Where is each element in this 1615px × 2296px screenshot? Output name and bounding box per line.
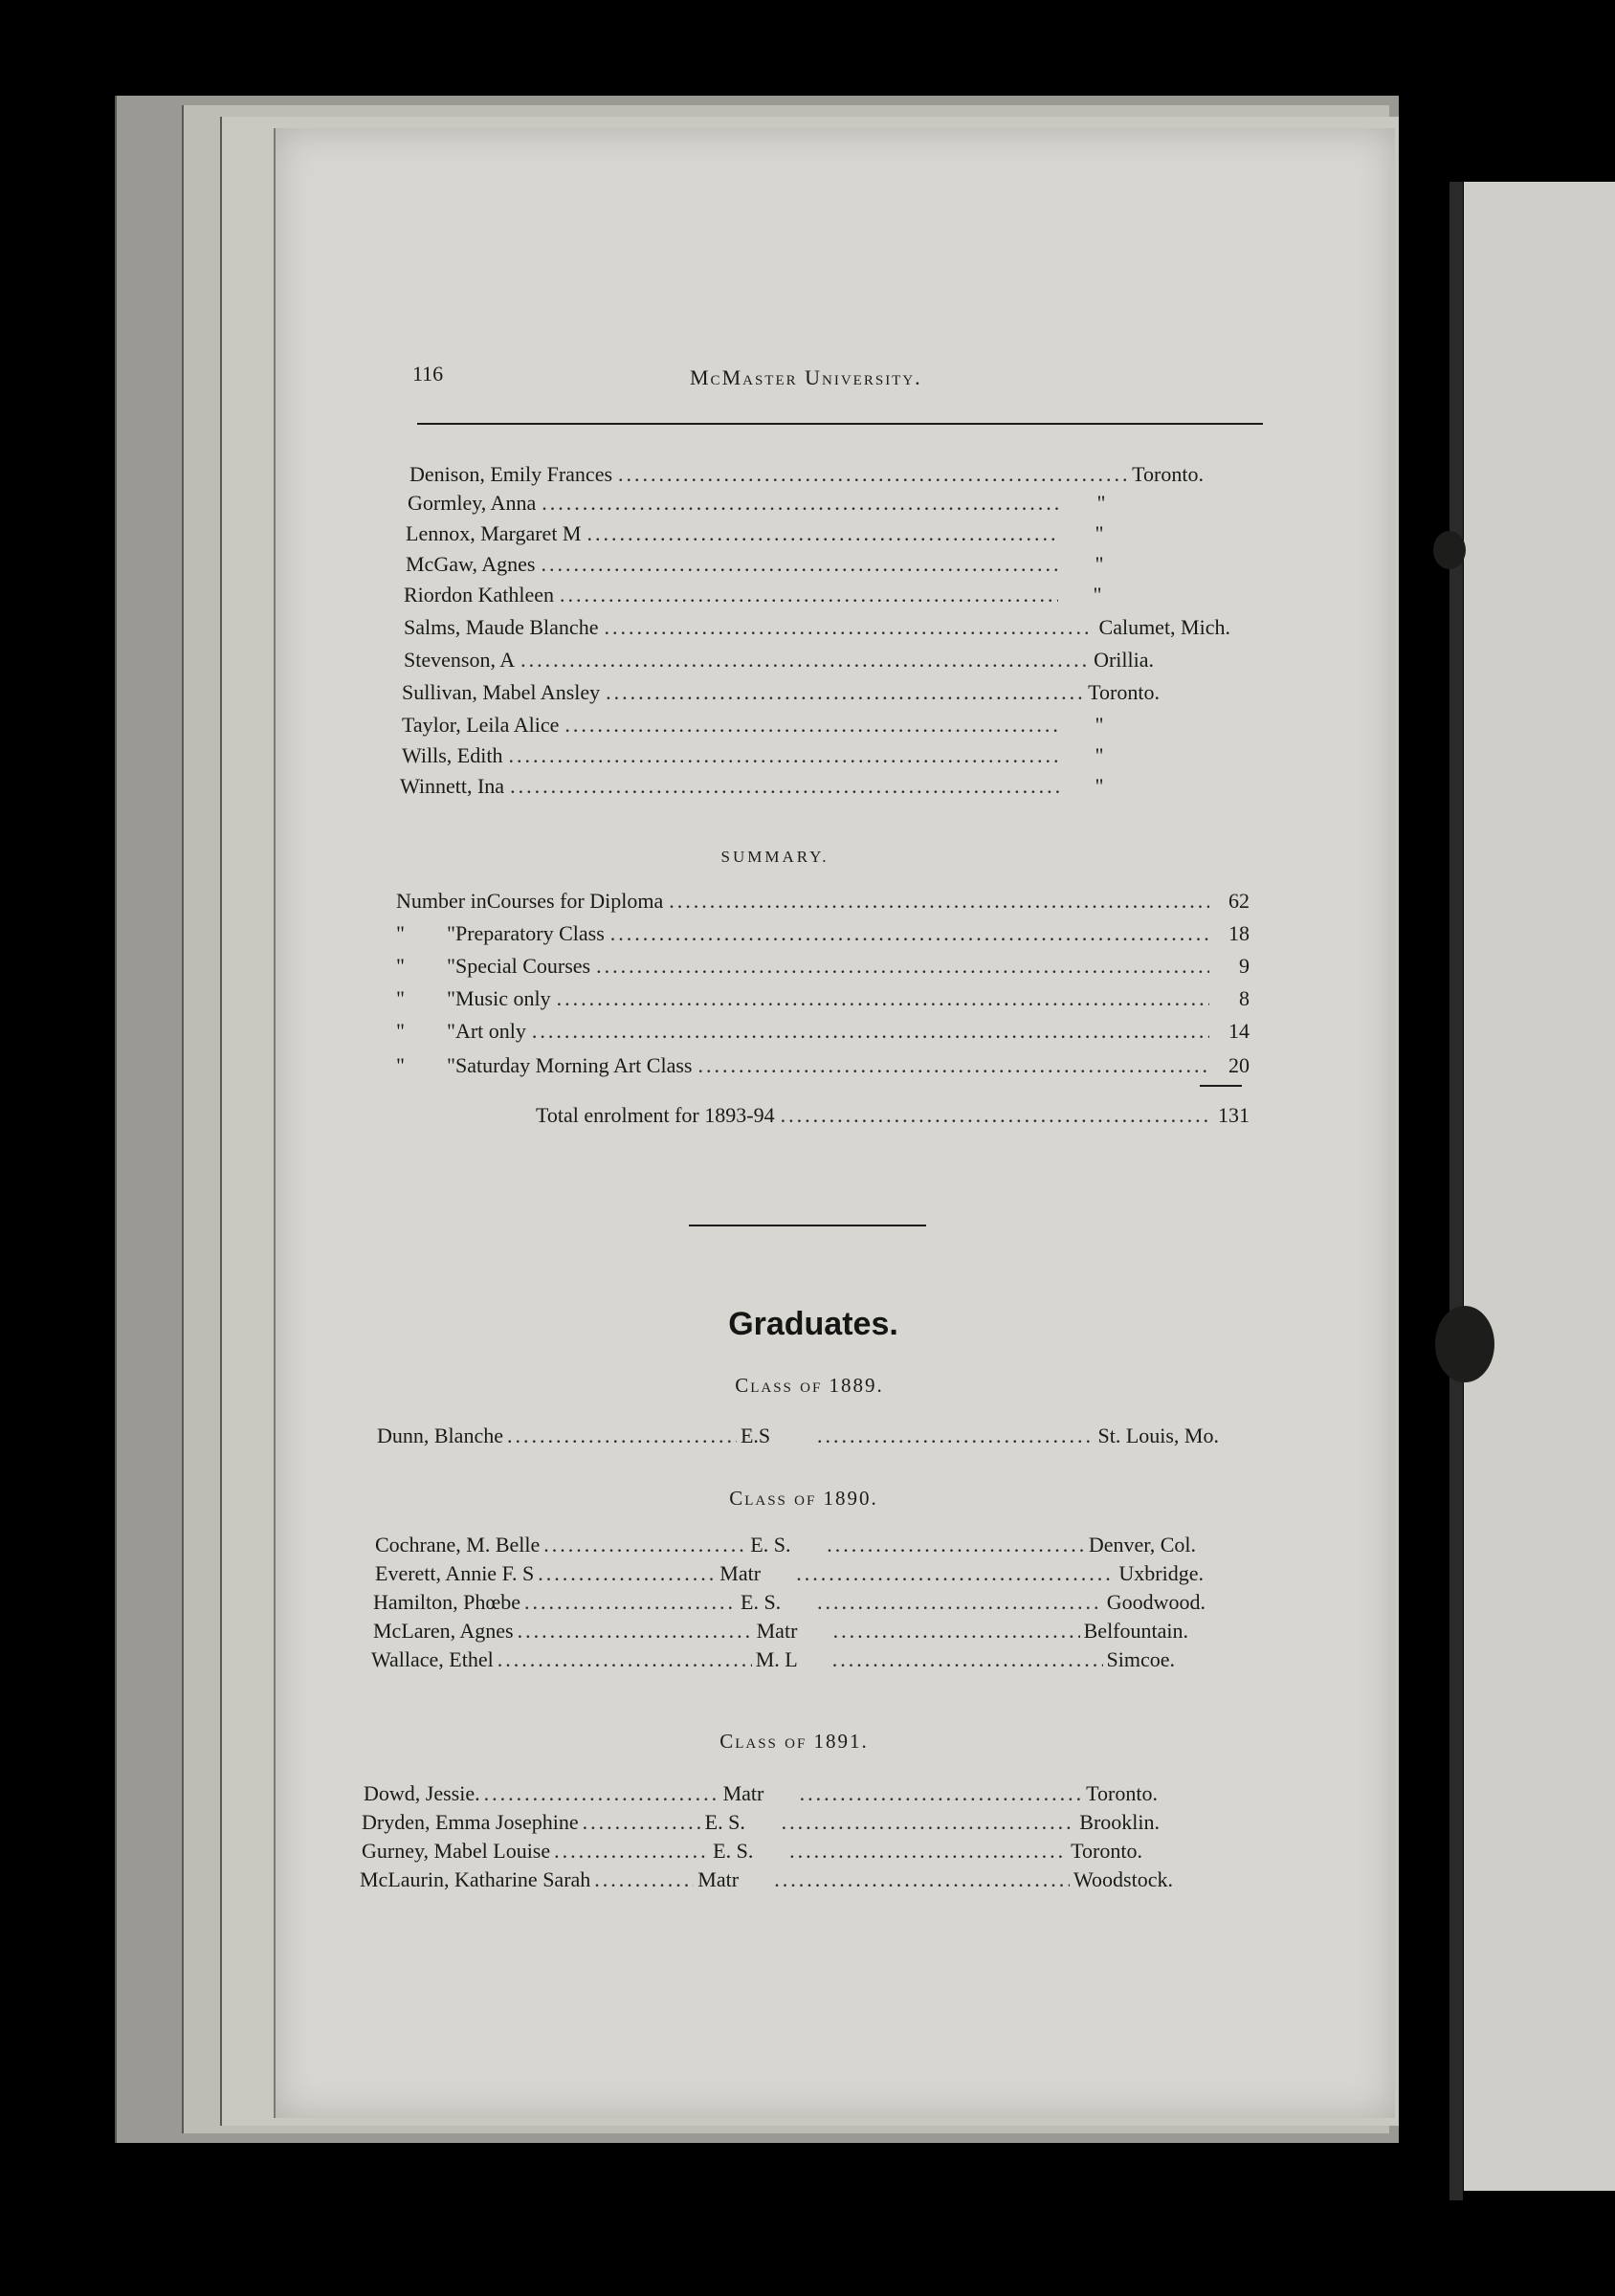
ink-blot [1435,1306,1494,1382]
graduate-place: Brooklin. [1079,1810,1160,1834]
summary-prefix: " " [396,1053,455,1077]
graduate-degree: E. S. [750,1533,791,1556]
student-place: " [1095,713,1104,737]
graduate-name: Wallace, Ethel [371,1647,494,1671]
student-place: " [1095,774,1104,798]
list-item [402,710,1133,740]
dot-leader [520,645,1088,675]
dot-leader [796,1559,1115,1588]
dot-leader [498,1645,752,1674]
dot-leader [697,1050,1209,1081]
list-item [408,488,1135,519]
student-place: Toronto. [1088,680,1160,704]
list-item [402,740,1133,771]
dot-leader [781,1100,1209,1131]
summary-row [396,951,1250,982]
student-name: Stevenson, A [404,648,516,672]
graduate-degree: Matr [722,1781,764,1805]
dot-leader [596,951,1209,982]
graduate-place: Uxbridge. [1118,1561,1204,1585]
student-name: Taylor, Leila Alice [402,713,560,737]
graduate-degree: M. L [755,1647,798,1671]
student-place: " [1093,583,1102,607]
list-item [400,771,1133,802]
student-place: " [1095,743,1104,767]
summary-count: 18 [1228,921,1250,945]
summary-total-row [536,1100,1250,1131]
dot-leader [554,1837,709,1866]
dot-leader [557,983,1209,1014]
summary-count: 9 [1239,954,1250,978]
dot-leader [832,1645,1103,1674]
dot-leader [594,1866,694,1894]
student-place: Orillia. [1094,648,1154,672]
student-name: Salms, Maude Blanche [404,615,599,639]
graduate-place: Denver, Col. [1088,1533,1196,1556]
total-label: Total enrolment for 1893-94 [536,1103,775,1127]
student-name: Lennox, Margaret M [406,521,582,545]
header-rule [417,423,1263,425]
graduate-place: Toronto. [1071,1839,1142,1863]
dot-leader [508,740,1060,771]
summary-label: Special Courses [454,954,591,978]
dot-leader [484,1779,719,1808]
graduate-name: Cochrane, M. Belle [375,1533,541,1556]
graduate-degree: Matr [756,1619,798,1643]
dot-leader [774,1866,1070,1894]
facing-page [1464,182,1615,2191]
graduate-degree: E. S. [741,1590,782,1614]
student-name: Gormley, Anna [408,491,537,515]
summary-row [396,983,1250,1014]
dot-leader [618,459,1126,490]
student-name: McGaw, Agnes [406,552,536,576]
summary-prefix: " " [396,1019,455,1043]
graduate-degree: E.S [740,1424,771,1447]
graduate-row [362,1808,1160,1837]
summary-count: 20 [1228,1053,1250,1077]
list-item [406,519,1133,549]
list-item [402,677,1160,708]
graduate-name: Everett, Annie F. S [375,1561,535,1585]
dot-leader [817,1422,1095,1450]
summary-prefix: " " [396,921,455,945]
list-item [404,580,1131,610]
graduate-row [360,1866,1173,1894]
student-place: " [1095,521,1104,545]
list-item [406,549,1133,580]
graduate-name: Gurney, Mabel Louise [362,1839,551,1863]
dot-leader [583,1808,701,1837]
summary-count: 62 [1228,889,1250,913]
ink-blot [1433,531,1466,569]
dot-leader [827,1531,1085,1559]
graduate-name: Hamilton, Phœbe [373,1590,520,1614]
graduate-place: St. Louis, Mo. [1097,1424,1219,1447]
class-title: Class of 1889. [735,1374,884,1397]
graduate-row [377,1422,1219,1450]
student-place: " [1096,491,1106,515]
summary-label: Music only [454,986,551,1010]
student-place: " [1095,552,1104,576]
dot-leader [538,1559,716,1588]
section-divider [689,1225,926,1226]
graduate-row [373,1617,1188,1645]
dot-leader [789,1837,1067,1866]
total-rule [1200,1085,1242,1087]
graduate-degree: E. S. [704,1810,745,1834]
graduate-name: McLaurin, Katharine Sarah [360,1867,591,1891]
dot-leader [604,612,1093,643]
graduate-row [364,1779,1158,1808]
page-header [412,362,1254,400]
dot-leader [507,1422,737,1450]
student-name: Sullivan, Mabel Ansley [402,680,601,704]
class-title: Class of 1890. [729,1487,878,1510]
list-item [404,612,1230,643]
dot-leader [541,549,1060,580]
graduate-row [375,1531,1196,1559]
graduate-place: Belfountain. [1083,1619,1188,1643]
summary-row [396,886,1250,916]
graduate-place: Toronto. [1086,1781,1158,1805]
graduate-row [373,1588,1206,1617]
dot-leader [510,771,1060,802]
list-item [409,459,1204,490]
list-item [404,645,1154,675]
dot-leader [518,1617,753,1645]
running-head: McMaster University. [690,365,922,389]
summary-row [396,1016,1250,1047]
dot-leader [543,1531,746,1559]
graduate-row [375,1559,1204,1588]
dot-leader [610,918,1209,949]
dot-leader [817,1588,1103,1617]
summary-count: 14 [1228,1019,1250,1043]
summary-label: Art only [454,1019,526,1043]
student-name: Winnett, Ina [400,774,505,798]
dot-leader [560,580,1058,610]
graduate-degree: Matr [719,1561,762,1585]
graduate-name: Dowd, Jessie. [364,1781,480,1805]
graduate-degree: E. S. [713,1839,754,1863]
student-place: Toronto. [1132,462,1204,486]
graduate-name: Dunn, Blanche [377,1424,503,1447]
student-name: Wills, Edith [402,743,503,767]
summary-count: 8 [1239,986,1250,1010]
summary-prefix: " " [396,954,455,978]
book-binding [1449,182,1463,2200]
dot-leader [587,519,1061,549]
graduate-row [362,1837,1142,1866]
dot-leader [524,1588,737,1617]
dot-leader [564,710,1060,740]
graduate-row [371,1645,1175,1674]
summary-prefix: Number in [396,889,487,913]
total-count: 131 [1218,1103,1250,1127]
student-place: Calumet, Mich. [1098,615,1230,639]
graduates-title: Graduates. [728,1306,898,1342]
graduate-place: Woodstock. [1073,1867,1173,1891]
dot-leader [833,1617,1080,1645]
summary-label: Courses for Diploma [486,889,664,913]
summary-row [396,918,1250,949]
page-number: 116 [412,362,444,386]
student-name: Riordon Kathleen [404,583,555,607]
graduate-name: Dryden, Emma Josephine [362,1810,579,1834]
graduate-name: McLaren, Agnes [373,1619,514,1643]
student-name: Denison, Emily Frances [409,462,613,486]
graduate-degree: Matr [697,1867,740,1891]
dot-leader [542,488,1062,519]
summary-label: Preparatory Class [454,921,605,945]
graduate-place: Goodwood. [1106,1590,1206,1614]
dot-leader [532,1016,1209,1047]
dot-leader [669,886,1209,916]
summary-prefix: " " [396,986,455,1010]
summary-title: SUMMARY. [720,848,830,866]
class-title: Class of 1891. [719,1730,869,1753]
graduate-place: Simcoe. [1106,1647,1175,1671]
summary-label: Saturday Morning Art Class [454,1053,693,1077]
dot-leader [800,1779,1083,1808]
dot-leader [782,1808,1076,1837]
dot-leader [606,677,1082,708]
summary-row [396,1050,1250,1081]
